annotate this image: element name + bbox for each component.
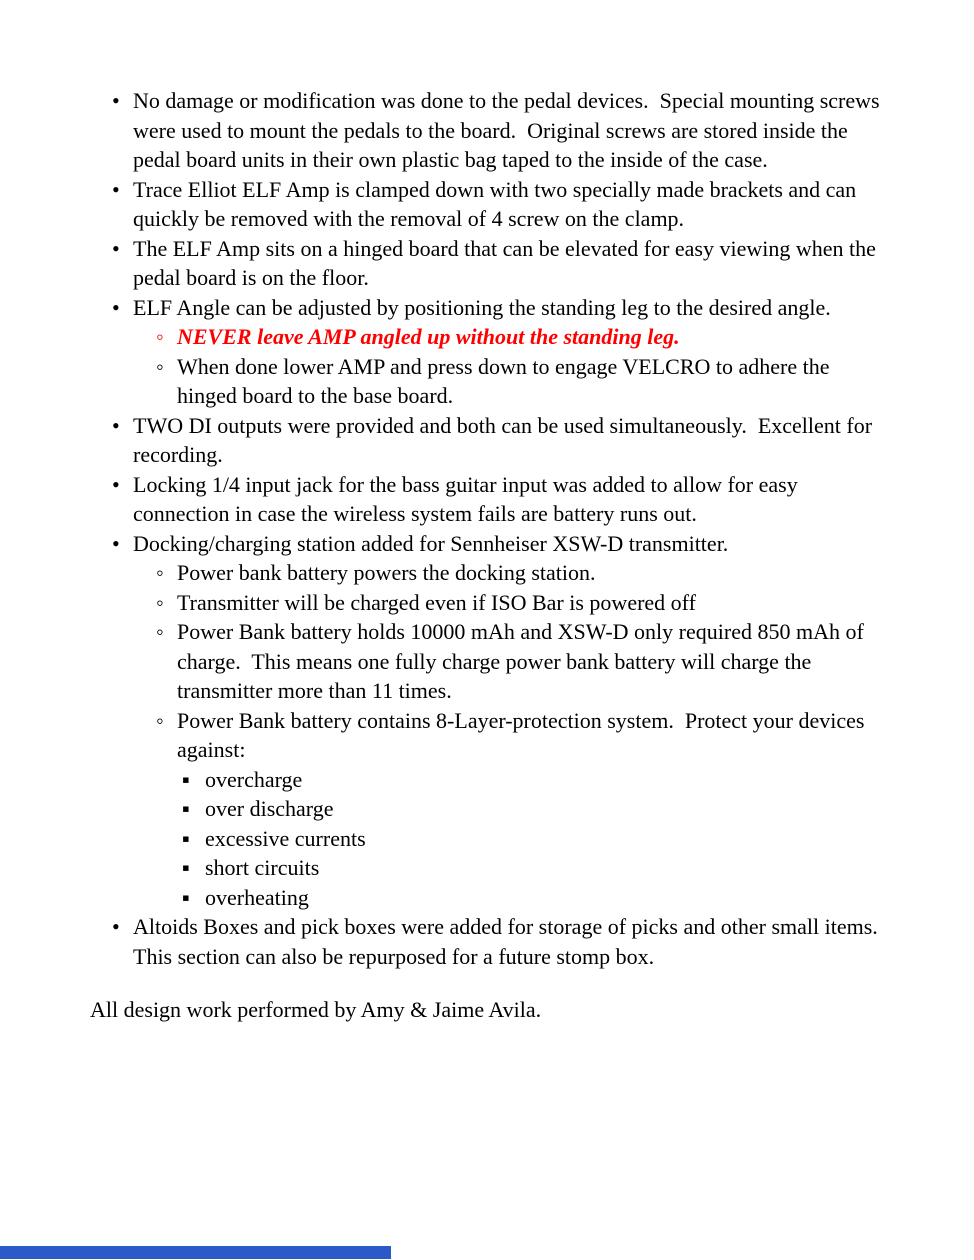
list-item	[90, 765, 886, 795]
list-item	[90, 617, 886, 706]
list-item-text: Locking 1/4 input jack for the bass guitar input was added to allow for easy connection in case the wireless system fails are battery runs out.	[133, 471, 804, 526]
list-item-text: ELF Angle can be adjusted by positioning the standing leg to the desired angle.	[133, 294, 831, 320]
list-item-warning	[90, 322, 886, 352]
list-item	[90, 293, 886, 323]
list-item-text: Altoids Boxes and pick boxes were added for storage of picks and other small items. This section can also be repurposed for a future stomp box.	[133, 914, 889, 969]
list-item	[90, 588, 886, 618]
list-item-text: short circuits	[205, 855, 320, 880]
list-item-text: No damage or modification was done to the pedal devices. Special mounting screws were used to mount the pedals to the board. Original screws are stored inside the pedal board units in their own plastic bag taped to the inside of the case.	[133, 88, 886, 172]
list-item	[90, 86, 886, 175]
list-item	[90, 794, 886, 824]
bottom-blue-bar	[0, 1246, 391, 1259]
list-item	[90, 470, 886, 529]
list-item-text: Docking/charging station added for Sennheiser XSW-D transmitter.	[133, 530, 729, 556]
list-item-text: excessive currents	[205, 825, 366, 851]
list-item-text: TWO DI outputs were provided and both can be used simultaneously. Excellent for recording.	[133, 412, 878, 467]
list-item	[90, 912, 889, 971]
list-item-text: Transmitter will be charged even if ISO Bar is powered off	[177, 589, 696, 615]
list-item-text: overcharge	[205, 766, 303, 792]
list-item	[90, 175, 886, 234]
list-item	[90, 824, 886, 854]
list-item-text: Power Bank battery holds 10000 mAh and XSW-D only required 850 mAh of charge. This means one fully charge power bank battery will charge the transmitter more than 11 times.	[177, 619, 870, 703]
list-item	[90, 853, 886, 883]
list-item	[90, 411, 886, 470]
list-item-text: When done lower AMP and press down to engage VELCRO to adhere the hinged board to the base board.	[177, 353, 836, 408]
credits-paragraph	[90, 995, 886, 1025]
list-item	[90, 352, 886, 411]
list-item-text: Trace Elliot ELF Amp is clamped down with two specially made brackets and can quickly be removed with the removal of 4 screw on the clamp.	[133, 176, 862, 231]
document-body	[90, 86, 889, 1025]
warning-text: NEVER leave AMP angled up without the standing leg.	[177, 324, 680, 349]
list-item-text: overheating	[205, 884, 309, 910]
list-item-text: The ELF Amp sits on a hinged board that can be elevated for easy viewing when the pedal board is on the floor.	[133, 235, 882, 290]
list-item	[90, 529, 886, 559]
list-item	[90, 234, 886, 293]
list-item-text: Power Bank battery contains 8-Layer-protection system. Protect your devices against:	[177, 707, 870, 762]
list-item	[90, 706, 886, 765]
list-item-text: Power bank battery powers the docking station.	[177, 560, 596, 585]
list-item-text: over discharge	[205, 796, 334, 821]
credits-text: All design work performed by Amy & Jaime Avila.	[90, 997, 542, 1022]
list-item	[90, 883, 886, 913]
list-item	[90, 558, 886, 588]
